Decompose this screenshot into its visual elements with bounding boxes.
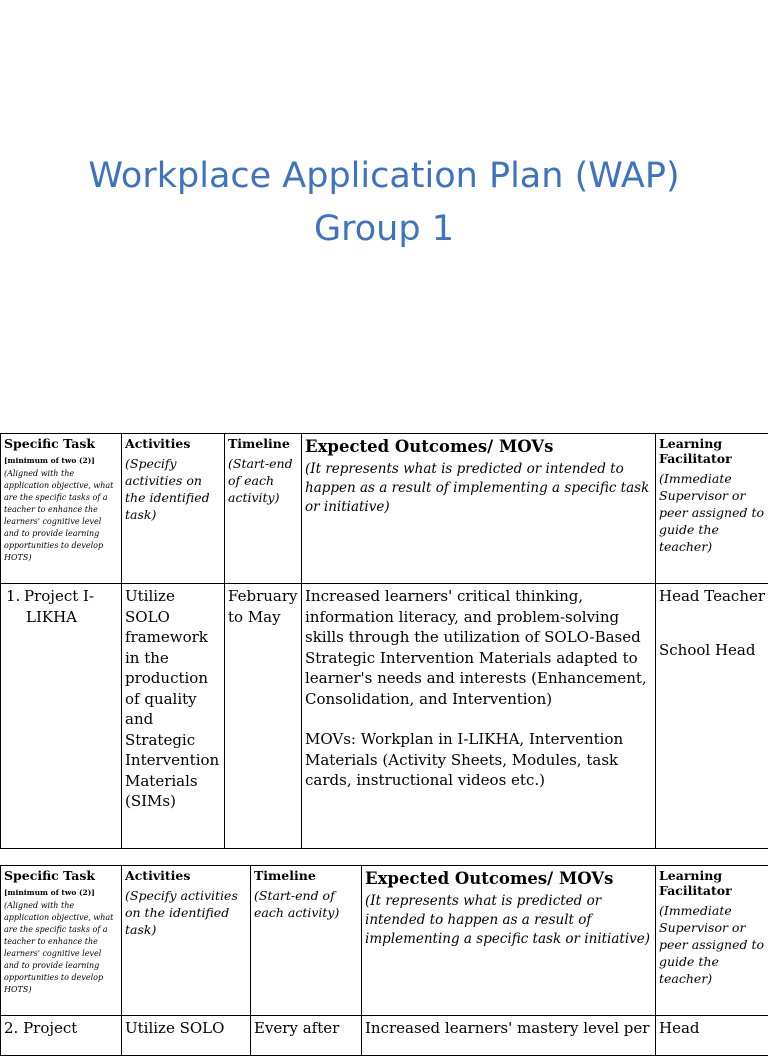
timeline-heading: Timeline (228, 436, 298, 451)
facilitator-note: (Immediate Supervisor or peer assigned to guide the teacher) (659, 470, 767, 555)
table-row (1, 1016, 768, 1056)
header-outcomes (302, 434, 656, 584)
task-number: 1. (6, 586, 24, 607)
facilitator-1: Head Teacher (659, 586, 767, 607)
outcomes-heading: Expected Outcomes/ MOVs (365, 868, 652, 890)
timeline-note: (Start-end of each activity) (228, 455, 298, 506)
table-header-row (1, 866, 768, 1016)
header-outcomes (362, 866, 656, 1016)
minimum-note: [minimum of two (2)] (4, 455, 118, 466)
header-activities (122, 866, 251, 1016)
facilitator-2: School Head (659, 640, 767, 661)
wap-table-2 (0, 865, 768, 1056)
facilitator-cell (656, 584, 768, 849)
outcomes-heading: Expected Outcomes/ MOVs (305, 436, 652, 458)
page-subtitle: Group 1 (0, 203, 768, 255)
activities-note: (Specify activities on the identified task) (125, 887, 247, 938)
specific-task-heading: Specific Task (4, 436, 118, 451)
task-line-2: LIKHA (6, 607, 118, 628)
task-cell (1, 584, 122, 849)
table-header-row (1, 434, 768, 584)
task-cell: 2. Project (1, 1016, 122, 1056)
activities-note: (Specify activities on the identified task) (125, 455, 221, 523)
header-timeline (251, 866, 362, 1016)
table-row (1, 584, 768, 849)
facilitator-heading: Learning Facilitator (659, 436, 767, 466)
task-line-1: Project I- (24, 587, 94, 605)
activities-heading: Activities (125, 436, 221, 451)
outcomes-note: (It represents what is predicted or intended to happen as a result of implementing a specific task or initiative) (365, 892, 652, 949)
facilitator-cell: Head (656, 1016, 768, 1056)
outcomes-text: Increased learners' critical thinking, information literacy, and problem-solving skills through the utilization of SOLO-Based Strategic Intervention Materials adapted to learner's needs and interests (Enhancement, Consolidation, and Intervention) (305, 586, 652, 709)
facilitator-heading: Learning Facilitator (659, 868, 767, 898)
page-title: Workplace Application Plan (WAP) (0, 150, 768, 202)
header-activities (122, 434, 225, 584)
specific-task-note: (Aligned with the application objective, what are the specific tasks of a teacher to enhance the learners' cognitive level and to provide learning opportunities to develop HOTS) (4, 900, 118, 996)
activities-cell: Utilize SOLO (122, 1016, 251, 1056)
timeline-heading: Timeline (254, 868, 358, 883)
header-specific-task (1, 866, 122, 1016)
outcomes-cell (302, 584, 656, 849)
wap-table-1 (0, 433, 768, 849)
header-facilitator (656, 866, 768, 1016)
header-timeline (225, 434, 302, 584)
facilitator-note: (Immediate Supervisor or peer assigned to guide the teacher) (659, 902, 767, 987)
specific-task-heading: Specific Task (4, 868, 118, 883)
timeline-note: (Start-end of each activity) (254, 887, 358, 921)
outcomes-cell: Increased learners' mastery level per (362, 1016, 656, 1056)
timeline-cell: February to May (225, 584, 302, 849)
activities-cell: Utilize SOLO framework in the production of quality and Strategic Intervention Materials (SIMs) (122, 584, 225, 849)
header-specific-task (1, 434, 122, 584)
timeline-cell: Every after (251, 1016, 362, 1056)
minimum-note: [minimum of two (2)] (4, 887, 118, 898)
header-facilitator (656, 434, 768, 584)
movs-text: MOVs: Workplan in I-LIKHA, Intervention Materials (Activity Sheets, Modules, task cards, instructional videos etc.) (305, 729, 652, 791)
specific-task-note: (Aligned with the application objective, what are the specific tasks of a teacher to enhance the learners' cognitive level and to provide learning opportunities to develop HOTS) (4, 468, 118, 564)
activities-heading: Activities (125, 868, 247, 883)
outcomes-note: (It represents what is predicted or intended to happen as a result of implementing a specific task or initiative) (305, 460, 652, 517)
